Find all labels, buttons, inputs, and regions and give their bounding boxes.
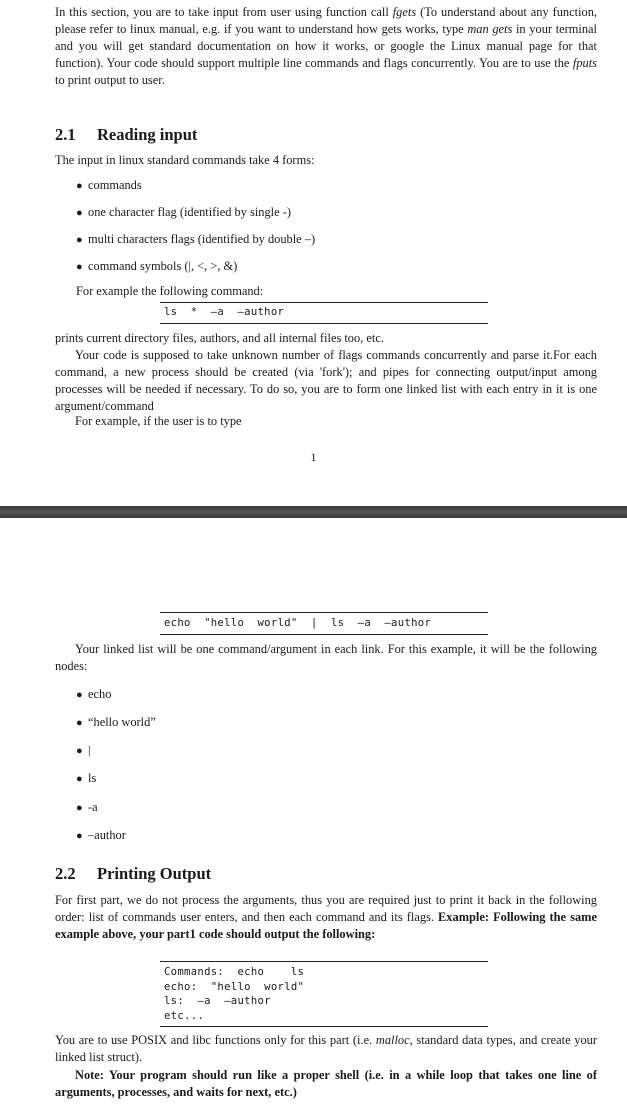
nodes-intro: Your linked list will be one command/argument in each link. For this example, it will be the following nodes: — [55, 642, 597, 673]
code-rule-top — [160, 302, 488, 303]
malloc-term: malloc — [375, 1033, 410, 1047]
posix-paragraph — [55, 1032, 597, 1066]
bullet-icon: ● — [76, 745, 83, 757]
bullet-icon: ● — [76, 773, 83, 785]
node-item — [76, 714, 156, 732]
output-rule-bottom — [160, 1026, 488, 1027]
bullet-icon: ● — [76, 830, 83, 842]
code-rule-bottom — [160, 323, 488, 324]
node-item — [76, 770, 96, 788]
example-code: ls * –a —author — [164, 306, 285, 318]
example-code: echo "hello world" | ls –a —author — [164, 617, 432, 629]
printing-paragraph — [55, 892, 597, 943]
form-item — [76, 204, 291, 222]
page-number: 1 — [310, 450, 317, 464]
section-number: 2.1 — [55, 125, 76, 144]
forms-intro: The input in linux standard commands take 4 forms: — [55, 153, 315, 167]
node-item — [76, 686, 111, 704]
bullet-icon: ● — [76, 689, 83, 701]
page-divider — [0, 506, 627, 518]
page-2 — [0, 518, 627, 1106]
node-item — [76, 742, 90, 760]
section-title: Printing Output — [97, 864, 212, 883]
form-item — [76, 177, 142, 195]
posix-text-2: , standard data types, and create your linked list struct). — [55, 1033, 597, 1064]
node-label: | — [88, 743, 91, 757]
note-paragraph: Note: Your program should run like a proper shell (i.e. in a while loop that takes one line of arguments, processes, and waits for next, etc.) — [55, 1068, 597, 1099]
section-number: 2.2 — [55, 864, 76, 883]
paragraph-prints: prints current directory files, authors, and all internal files too, etc. — [55, 331, 384, 345]
page-1 — [0, 0, 627, 506]
node-label: ls — [88, 771, 97, 785]
example-intro: For example the following command: — [76, 284, 264, 298]
intro-text-1: In this section, you are to take input from user using function call — [55, 5, 393, 19]
node-label: -a — [88, 800, 98, 814]
printing-example-bold: Example: Following the same example above, your part1 code should output the following: — [55, 910, 597, 941]
node-label: echo — [88, 687, 112, 701]
intro-paragraph — [55, 4, 597, 89]
printing-text: For first part, we do not process the arguments, thus you are required just to print it back in the following order: list of commands user enters, and then each command and its flags. — [55, 893, 597, 924]
bullet-icon: ● — [76, 180, 83, 192]
output-line: echo: "hello world" — [164, 980, 305, 993]
node-item — [76, 827, 126, 845]
node-label: –author — [88, 828, 126, 842]
fputs-term: fputs — [572, 56, 597, 70]
form-item — [76, 258, 237, 276]
paragraph-example: For example, if the user is to type — [75, 414, 242, 428]
fgets-term: fgets — [392, 5, 417, 19]
intro-text-3: in your terminal and you will get standard documentation on how it works, or google the Linux manual page for that function). Your code should support multiple line commands and flags concurrently. You are to use the — [55, 22, 597, 70]
form-item-label: command symbols (|, <, >, &) — [88, 259, 238, 273]
bullet-icon: ● — [76, 717, 83, 729]
output-line: etc... — [164, 1009, 205, 1022]
output-rule-top — [160, 961, 488, 962]
output-line: Commands: echo ls — [164, 966, 305, 978]
form-item-label: commands — [88, 178, 142, 192]
code-rule-top — [160, 612, 488, 613]
bullet-icon: ● — [76, 207, 83, 219]
form-item-label: multi characters flags (identified by double –) — [88, 232, 316, 246]
form-item — [76, 231, 315, 249]
form-item-label: one character flag (identified by single -) — [88, 205, 291, 219]
paragraph-parse: Your code is supposed to take unknown number of flags commands concurrently and parse it.For each command, a new process should be created (via 'fork'); and pipes for connecting output/input among processes will be needed if necessary. To do so, you are to form one linked list with each entry in it is one argument/command — [55, 348, 597, 413]
output-block — [164, 965, 304, 1023]
man-gets-term: man gets — [467, 22, 513, 36]
section-title: Reading input — [97, 125, 198, 144]
bullet-icon: ● — [76, 234, 83, 246]
code-rule-bottom — [160, 634, 488, 635]
node-item — [76, 799, 98, 817]
intro-text-2: (To understand about any function, please refer to linux manual, e.g. if you want to understand how gets works, type — [55, 5, 597, 36]
node-label: “hello world” — [88, 715, 156, 729]
output-line: ls: –a —author — [164, 995, 271, 1007]
intro-text-4: to print output to user. — [55, 73, 165, 87]
section-heading-2-1 — [55, 125, 197, 145]
bullet-icon: ● — [76, 802, 83, 814]
bullet-icon: ● — [76, 261, 83, 273]
posix-text-1: You are to use POSIX and libc functions only for this part (i.e. — [55, 1033, 376, 1047]
section-heading-2-2 — [55, 864, 211, 884]
